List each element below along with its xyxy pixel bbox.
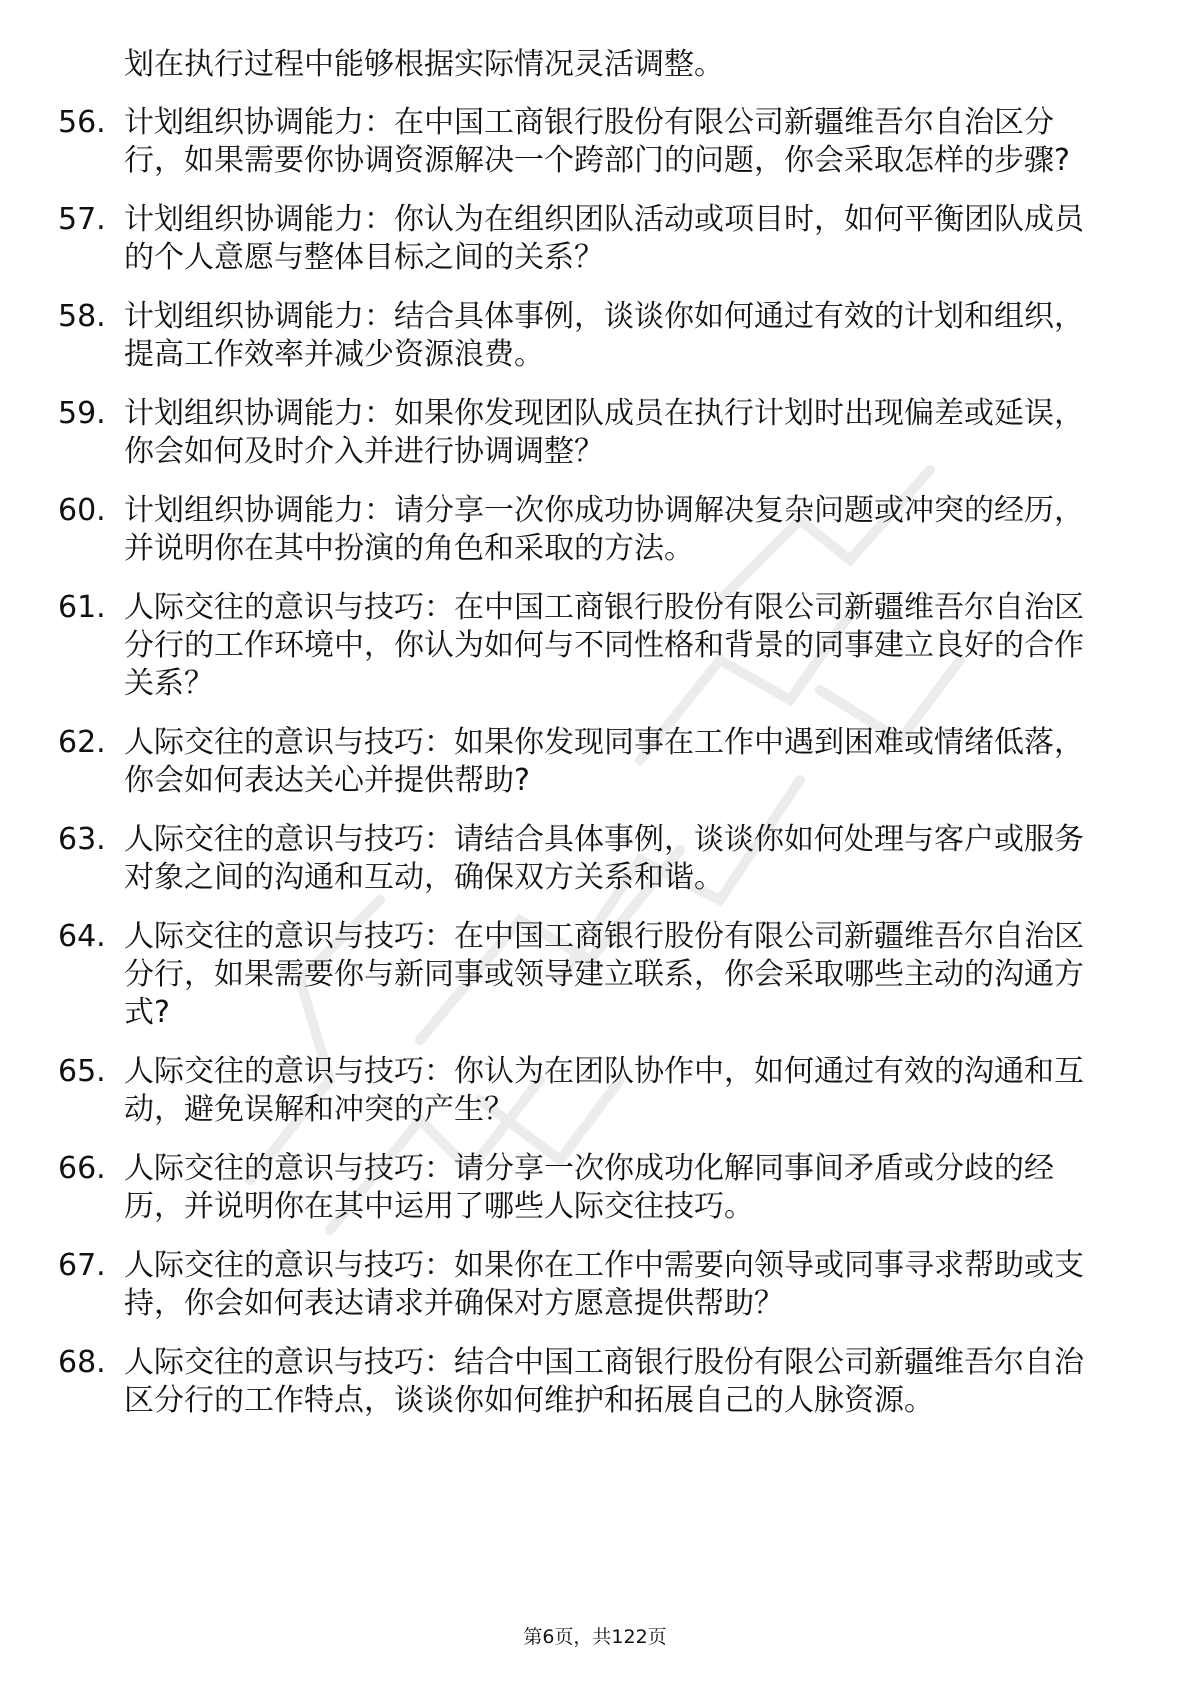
list-item [58, 724, 1108, 800]
item-number: 60. [58, 493, 106, 528]
page-footer: 第6页，共122页 [523, 1626, 667, 1648]
item-text: 人际交往的意识与技巧：如果你发现同事在工作中遇到困难或情绪低落，你会如何表达关心并提供帮助? [124, 725, 1084, 798]
list-item [58, 298, 1108, 374]
list-item [58, 201, 1108, 277]
item-number: 62. [58, 725, 106, 760]
item-number: 57. [58, 202, 106, 237]
list-item [58, 104, 1108, 180]
question-list [58, 46, 1108, 1441]
item-number: 59. [58, 396, 106, 431]
item-number: 58. [58, 299, 106, 334]
item-text: 人际交往的意识与技巧：在中国工商银行股份有限公司新疆维吾尔自治区分行，如果需要你与新同事或领导建立联系，你会采取哪些主动的沟通方式? [124, 919, 1084, 1030]
list-item [58, 1247, 1108, 1323]
item-number: 66. [58, 1151, 106, 1186]
item-number: 65. [58, 1054, 106, 1089]
item-number: 56. [58, 105, 106, 140]
item-text: 计划组织协调能力：如果你发现团队成员在执行计划时出现偏差或延误，你会如何及时介入并进行协调调整？ [124, 396, 1084, 469]
list-item [58, 492, 1108, 568]
item-text: 人际交往的意识与技巧：请分享一次你成功化解同事间矛盾或分歧的经历，并说明你在其中运用了哪些人际交往技巧。 [124, 1151, 1054, 1224]
list-item [58, 589, 1108, 703]
list-item [58, 918, 1108, 1032]
item-text: 人际交往的意识与技巧：请结合具体事例，谈谈你如何处理与客户或服务对象之间的沟通和互动，确保双方关系和谐。 [124, 822, 1084, 895]
item-number: 68. [58, 1345, 106, 1380]
item-number: 63. [58, 822, 106, 857]
list-item [58, 1150, 1108, 1226]
item-text: 人际交往的意识与技巧：在中国工商银行股份有限公司新疆维吾尔自治区分行的工作环境中，你认为如何与不同性格和背景的同事建立良好的合作关系？ [124, 590, 1084, 701]
list-item [58, 1053, 1108, 1129]
item-text: 人际交往的意识与技巧：结合中国工商银行股份有限公司新疆维吾尔自治区分行的工作特点，谈谈你如何维护和拓展自己的人脉资源。 [124, 1345, 1084, 1418]
list-item [58, 395, 1108, 471]
list-item [58, 1344, 1108, 1420]
item-text: 计划组织协调能力：请分享一次你成功协调解决复杂问题或冲突的经历，并说明你在其中扮演的角色和采取的方法。 [124, 493, 1084, 566]
item-number: 64. [58, 919, 106, 954]
item-number: 67. [58, 1248, 106, 1283]
item-text: 人际交往的意识与技巧：你认为在团队协作中，如何通过有效的沟通和互动，避免误解和冲突的产生？ [124, 1054, 1084, 1127]
list-item [58, 821, 1108, 897]
item-text: 计划组织协调能力：在中国工商银行股份有限公司新疆维吾尔自治区分行，如果需要你协调资源解决一个跨部门的问题，你会采取怎样的步骤? [124, 105, 1070, 178]
item-number: 61. [58, 590, 106, 625]
item-text: 人际交往的意识与技巧：如果你在工作中需要向领导或同事寻求帮助或支持，你会如何表达请求并确保对方愿意提供帮助？ [124, 1248, 1084, 1321]
item-text: 计划组织协调能力：结合具体事例，谈谈你如何通过有效的计划和组织，提高工作效率并减少资源浪费。 [124, 299, 1084, 372]
continued-paragraph: 划在执行过程中能够根据实际情况灵活调整。 [124, 47, 724, 82]
item-text: 计划组织协调能力：你认为在组织团队活动或项目时，如何平衡团队成员的个人意愿与整体目标之间的关系？ [124, 202, 1084, 275]
